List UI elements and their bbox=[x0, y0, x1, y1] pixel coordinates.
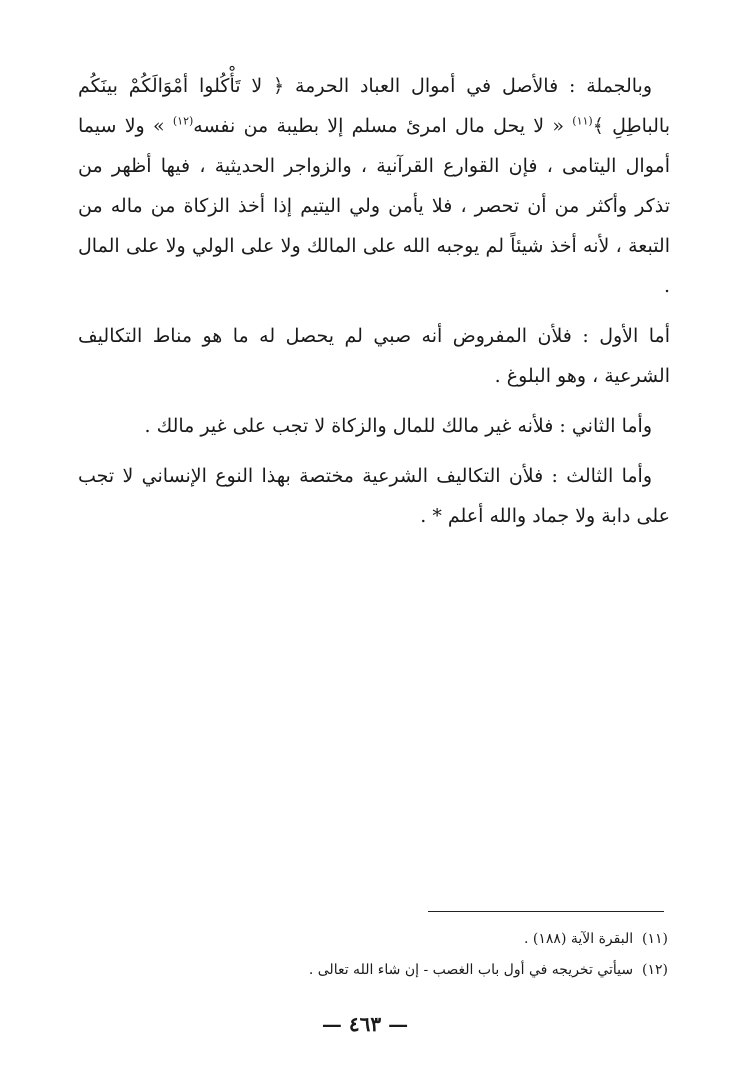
footnote-ref-12: (١٢) bbox=[172, 114, 194, 128]
paragraph-1-text-c: » ولا سيما أموال اليتامى ، فإن القوارع القرآنية ، والزواجر الحديثية ، فيها أظهر من تذكر وأكثر من أن تحصر ، فلا يأمن ولي اليتيم إذا أخذ الزكاة من ماله من التبعة ، لأنه أخذ شيئاً لم يوجبه الله على المالك ولا على الولي ولا على المال . bbox=[78, 115, 670, 297]
paragraph-4: وأما الثالث : فلأن التكاليف الشرعية مختصة بهذا النوع الإنساني لا تجب على دابة ولا جماد والله أعلم * . bbox=[78, 465, 670, 527]
footnote-11 bbox=[200, 924, 668, 955]
footnote-text: سيأتي تخريجه في أول باب الغصب - إن شاء الله تعالى . bbox=[308, 962, 634, 978]
footnote-number: (١١) bbox=[642, 931, 668, 947]
paragraph-1-text-a: وبالجملة : فالأصل في أموال العباد الحرمة ﴿ لا تَأْكُلوا أمْوَالَكُمْ بينَكُم بالباطِلِ ﴾ bbox=[78, 75, 670, 137]
paragraph-1-text-b: « لا يحل مال امرئ مسلم إلا بطيبة من نفسه bbox=[193, 115, 573, 137]
paragraph-1 bbox=[78, 66, 670, 306]
footnote-divider bbox=[428, 911, 664, 912]
footnote-text: البقرة الآية (١٨٨) . bbox=[524, 931, 634, 947]
main-text bbox=[78, 66, 670, 546]
footnote-ref-11: (١١) bbox=[572, 114, 593, 128]
footnote-number: (١٢) bbox=[642, 962, 668, 978]
footnotes bbox=[200, 924, 668, 986]
page-number: — ٤٦٣ — bbox=[321, 1012, 409, 1036]
footnote-12 bbox=[200, 955, 668, 986]
paragraph-3: وأما الثاني : فلأنه غير مالك للمال والزكاة لا تجب على غير مالك . bbox=[144, 415, 652, 437]
paragraph-2: أما الأول : فلأن المفروض أنه صبي لم يحصل له ما هو مناط التكاليف الشرعية ، وهو البلوغ . bbox=[78, 325, 670, 387]
